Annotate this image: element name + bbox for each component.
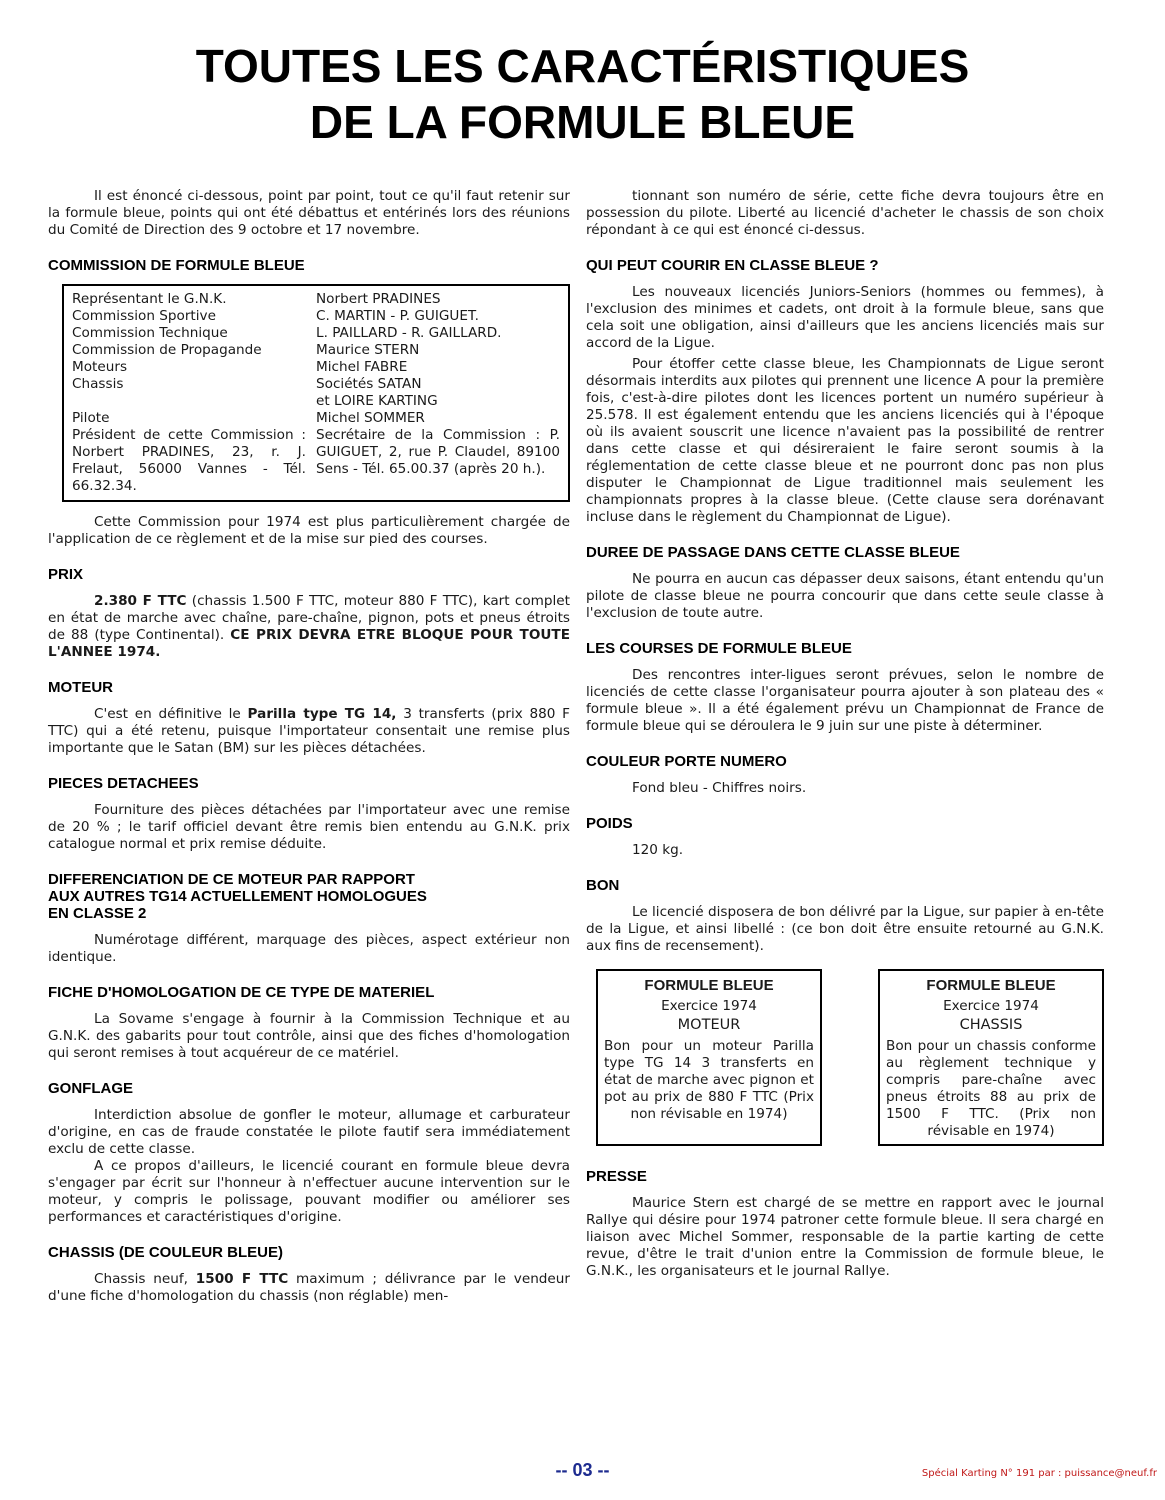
coupon-moteur bbox=[596, 969, 822, 1146]
commission-member: C. MARTIN - P. GUIGUET. bbox=[316, 308, 479, 324]
secretaire-contact: Secrétaire de la Commission : P. GUIGUET, 2, rue P. Claudel, 89100 Sens - Tél. 65.00.37 (après 20 h.). bbox=[316, 427, 560, 477]
moteur-heading: MOTEUR bbox=[48, 679, 113, 696]
prix-text: (chassis 1.500 F TTC, moteur 880 F TTC), kart complet en état de marche avec chaîne, pare-chaîne, pignon, pots et pneus étroits de 88 (type Continental). bbox=[48, 593, 570, 643]
moteur-paragraph bbox=[48, 706, 570, 757]
commission-member: Michel FABRE bbox=[316, 359, 408, 375]
pieces-heading: PIECES DETACHEES bbox=[48, 775, 199, 792]
coupon-chassis bbox=[878, 969, 1104, 1146]
coupon-text: Bon pour un moteur Parilla type TG 14 3 transferts en état de marche avec pignon et pot au prix de 880 F TTC (Prix non révisable en 1974) bbox=[604, 1038, 814, 1122]
prix-amount: 2.380 F TTC bbox=[94, 593, 187, 609]
bon-heading: BON bbox=[586, 877, 620, 894]
bon-paragraph: Le licencié disposera de bon délivré par la Ligue, sur papier à en-tête de la Ligue, et ainsi libellé : (ce bon doit être ensuite retourné au G.N.K. aux fins de recensement). bbox=[586, 904, 1104, 954]
differenciation-paragraph: Numérotage différent, marquage des pièces, aspect extérieur non identique. bbox=[48, 932, 570, 965]
presse-paragraph: Maurice Stern est chargé de se mettre en rapport avec le journal Rallye qui désire pour 1974 patroner cette formule bleue. Il sera chargé en liaison avec Michel Sommer, responsable de la partie karting de cette revue, d'être le trait d'union entre la Commission de formule bleue, le G.N.K., les organisateurs et le journal Rallye. bbox=[586, 1195, 1104, 1279]
couleur-heading: COULEUR PORTE NUMERO bbox=[586, 753, 787, 770]
contact-row bbox=[72, 427, 560, 495]
prix-bold-note: CE PRIX DEVRA ETRE BLOQUE POUR TOUTE L'ANNEE 1974. bbox=[48, 627, 570, 660]
commission-member: et LOIRE KARTING bbox=[316, 393, 438, 409]
gonflage-paragraph-1: Interdiction absolue de gonfler le moteur, allumage et carburateur d'origine, en cas de fraude constatée le pilote fautif sera immédiatement exclu de cette classe. bbox=[48, 1107, 570, 1157]
page-number: -- 03 -- bbox=[555, 1460, 610, 1480]
right-column bbox=[586, 188, 1104, 1290]
commission-role: Pilote bbox=[72, 410, 110, 426]
differenciation-heading bbox=[48, 871, 570, 922]
prix-paragraph bbox=[48, 593, 570, 661]
commission-member: Sociétés SATAN bbox=[316, 376, 422, 392]
intro-paragraph: Il est énoncé ci-dessous, point par point, tout ce qu'il faut retenir sur la formule bleue, points qui ont été débattus et entérinés lors des réunions du Comité de Direction des 9 octobre et 17 novembre. bbox=[48, 188, 570, 238]
differenciation-heading-line: EN CLASSE 2 bbox=[48, 905, 147, 922]
commission-member: Michel SOMMER bbox=[316, 410, 425, 426]
title-line-2: DE LA FORMULE BLEUE bbox=[309, 96, 856, 148]
chassis-price: 1500 F TTC bbox=[195, 1271, 289, 1287]
coupon-title: FORMULE BLEUE bbox=[644, 977, 774, 994]
commission-role: Moteurs bbox=[72, 359, 128, 375]
commission-row bbox=[72, 359, 560, 376]
courses-paragraph: Des rencontres inter-ligues seront prévues, selon le nombre de licenciés de cette classe l'organisateur pourra ajouter à son plateau des « formule bleue ». Il a été également prévu un Championnat de France de formule bleue qui se déroulera le 9 juin sur une piste à déterminer. bbox=[586, 667, 1104, 734]
commission-row bbox=[72, 376, 560, 393]
couleur-paragraph: Fond bleu - Chiffres noirs. bbox=[632, 780, 807, 796]
qui-paragraph-2: Pour étoffer cette classe bleue, les Championnats de Ligue seront désormais interdits aux pilotes qui prennent une licence A pour la première fois, c'est-à-dire pilotes dont les licences portent un numéro supérieur à 25.578. Il est également entendu que les anciens licenciés qui à l'époque où ils avaient souscrit une licence n'avaient pas la possibilité de rentrer dans cette classe et qui désireraient le faire seront soumis à la réglementation de cette classe bleue et ne pourront donc pas non plus disputer le Championnat de Ligue traditionnel mais seulement les championnats propres à la classe bleue. (Cette clause sera dorénavant incluse dans le règlement du Championnat de Ligue). bbox=[586, 356, 1104, 525]
president-contact: Président de cette Commission : Norbert PRADINES, 23, r. J. Frelaut, 56000 Vannes - Tél. 66.32.34. bbox=[72, 427, 306, 494]
presse-heading: PRESSE bbox=[586, 1168, 647, 1185]
coupon-text: Bon pour un chassis conforme au règlement technique y compris pare-chaîne avec pneus étroits 88 au prix de 1500 F TTC. (Prix non révisable en 1974) bbox=[886, 1038, 1096, 1139]
coupon-exercice: Exercice 1974 bbox=[661, 998, 757, 1014]
commission-role: Commission Sportive bbox=[72, 308, 216, 324]
commission-row bbox=[72, 410, 560, 427]
chassis-text-before: Chassis neuf, bbox=[94, 1271, 188, 1287]
commission-box bbox=[62, 284, 570, 502]
moteur-text-after: 3 transferts (prix 880 F TTC) qui a été retenu, puisque l'importateur consentait une remise plus importante que le Satan (BM) sur les pièces détachées. bbox=[48, 706, 571, 756]
poids-paragraph: 120 kg. bbox=[632, 842, 684, 858]
prix-heading: PRIX bbox=[48, 566, 84, 583]
duree-paragraph: Ne pourra en aucun cas dépasser deux saisons, étant entendu qu'un pilote de classe bleue ne pourra concourir que dans cette seule classe à l'exclusion de toute autre. bbox=[586, 571, 1104, 621]
page-title bbox=[0, 38, 1165, 150]
poids-heading: POIDS bbox=[586, 815, 633, 832]
coupon-type: MOTEUR bbox=[677, 1017, 741, 1033]
left-column bbox=[48, 188, 570, 1315]
commission-note: Cette Commission pour 1974 est plus particulièrement chargée de l'application de ce règlement et de la mise sur pied des courses. bbox=[48, 514, 570, 547]
footer-credit: Spécial Karting N° 191 par : puissance@neuf.fr bbox=[921, 1468, 1157, 1479]
chassis-heading: CHASSIS (DE COULEUR BLEUE) bbox=[48, 1244, 284, 1261]
coupons bbox=[596, 969, 1104, 1146]
qui-heading: QUI PEUT COURIR EN CLASSE BLEUE ? bbox=[586, 257, 879, 274]
commission-row bbox=[72, 308, 560, 325]
commission-row bbox=[72, 291, 560, 308]
commission-role: Chassis bbox=[72, 376, 124, 392]
differenciation-heading-line: AUX AUTRES TG14 ACTUELLEMENT HOMOLOGUES bbox=[48, 888, 427, 905]
courses-heading: LES COURSES DE FORMULE BLEUE bbox=[586, 640, 852, 657]
pieces-paragraph: Fourniture des pièces détachées par l'importateur avec une remise de 20 % ; le tarif officiel devant être remis bien entendu au G.N.K. prix catalogue normal et prix remise déduite. bbox=[48, 802, 570, 852]
duree-heading: DUREE DE PASSAGE DANS CETTE CLASSE BLEUE bbox=[586, 544, 960, 561]
title-line-1: TOUTES LES CARACTÉRISTIQUES bbox=[195, 40, 970, 92]
gonflage-paragraph-2: A ce propos d'ailleurs, le licencié courant en formule bleue devra s'engager par écrit sur l'honneur à n'effectuer aucune intervention sur le moteur, y compris le polissage, pouvant modifier ou améliorer ses performances et caractéristiques d'origine. bbox=[48, 1158, 570, 1225]
fiche-heading: FICHE D'HOMOLOGATION DE CE TYPE DE MATERIEL bbox=[48, 984, 435, 1001]
coupon-title: FORMULE BLEUE bbox=[926, 977, 1056, 994]
coupon-exercice: Exercice 1974 bbox=[943, 998, 1039, 1014]
chassis-text-after: maximum ; délivrance par le vendeur d'une fiche d'homologation du chassis (non réglable) men- bbox=[48, 1271, 571, 1304]
commission-row bbox=[72, 342, 560, 359]
commission-row bbox=[72, 325, 560, 342]
commission-member: L. PAILLARD - R. GAILLARD. bbox=[316, 325, 502, 341]
commission-role bbox=[72, 393, 316, 410]
continuation-paragraph: tionnant son numéro de série, cette fiche devra toujours être en possession du pilote. Liberté au licencié d'acheter le chassis de son choix répondant à ce qui est énoncé ci-dessus. bbox=[586, 188, 1104, 238]
gonflage-heading: GONFLAGE bbox=[48, 1080, 133, 1097]
moteur-model: Parilla type TG 14, bbox=[247, 706, 397, 722]
commission-member: Norbert PRADINES bbox=[316, 291, 441, 307]
fiche-paragraph: La Sovame s'engage à fournir à la Commission Technique et au G.N.K. des gabarits pour tout contrôle, ainsi que des fiches d'homologation qui seront remises à tout acquéreur de ce matériel. bbox=[48, 1011, 570, 1061]
commission-role: Commission de Propagande bbox=[72, 342, 262, 358]
commission-heading: COMMISSION DE FORMULE BLEUE bbox=[48, 257, 305, 274]
differenciation-heading-line: DIFFERENCIATION DE CE MOTEUR PAR RAPPORT bbox=[48, 871, 415, 888]
commission-role: Représentant le G.N.K. bbox=[72, 291, 227, 307]
moteur-text-before: C'est en définitive le bbox=[94, 706, 241, 722]
commission-member: Maurice STERN bbox=[316, 342, 420, 358]
qui-paragraph-1: Les nouveaux licenciés Juniors-Seniors (hommes ou femmes), à l'exclusion des minimes et cadets, ont droit à la formule bleue, sans que cela soit une obligation, ainsi d'ailleurs que les anciens licenciés mais sur accord de la Ligue. bbox=[586, 284, 1104, 351]
coupon-type: CHASSIS bbox=[959, 1017, 1023, 1033]
chassis-paragraph bbox=[48, 1271, 570, 1305]
commission-role: Commission Technique bbox=[72, 325, 228, 341]
commission-row bbox=[72, 393, 560, 410]
